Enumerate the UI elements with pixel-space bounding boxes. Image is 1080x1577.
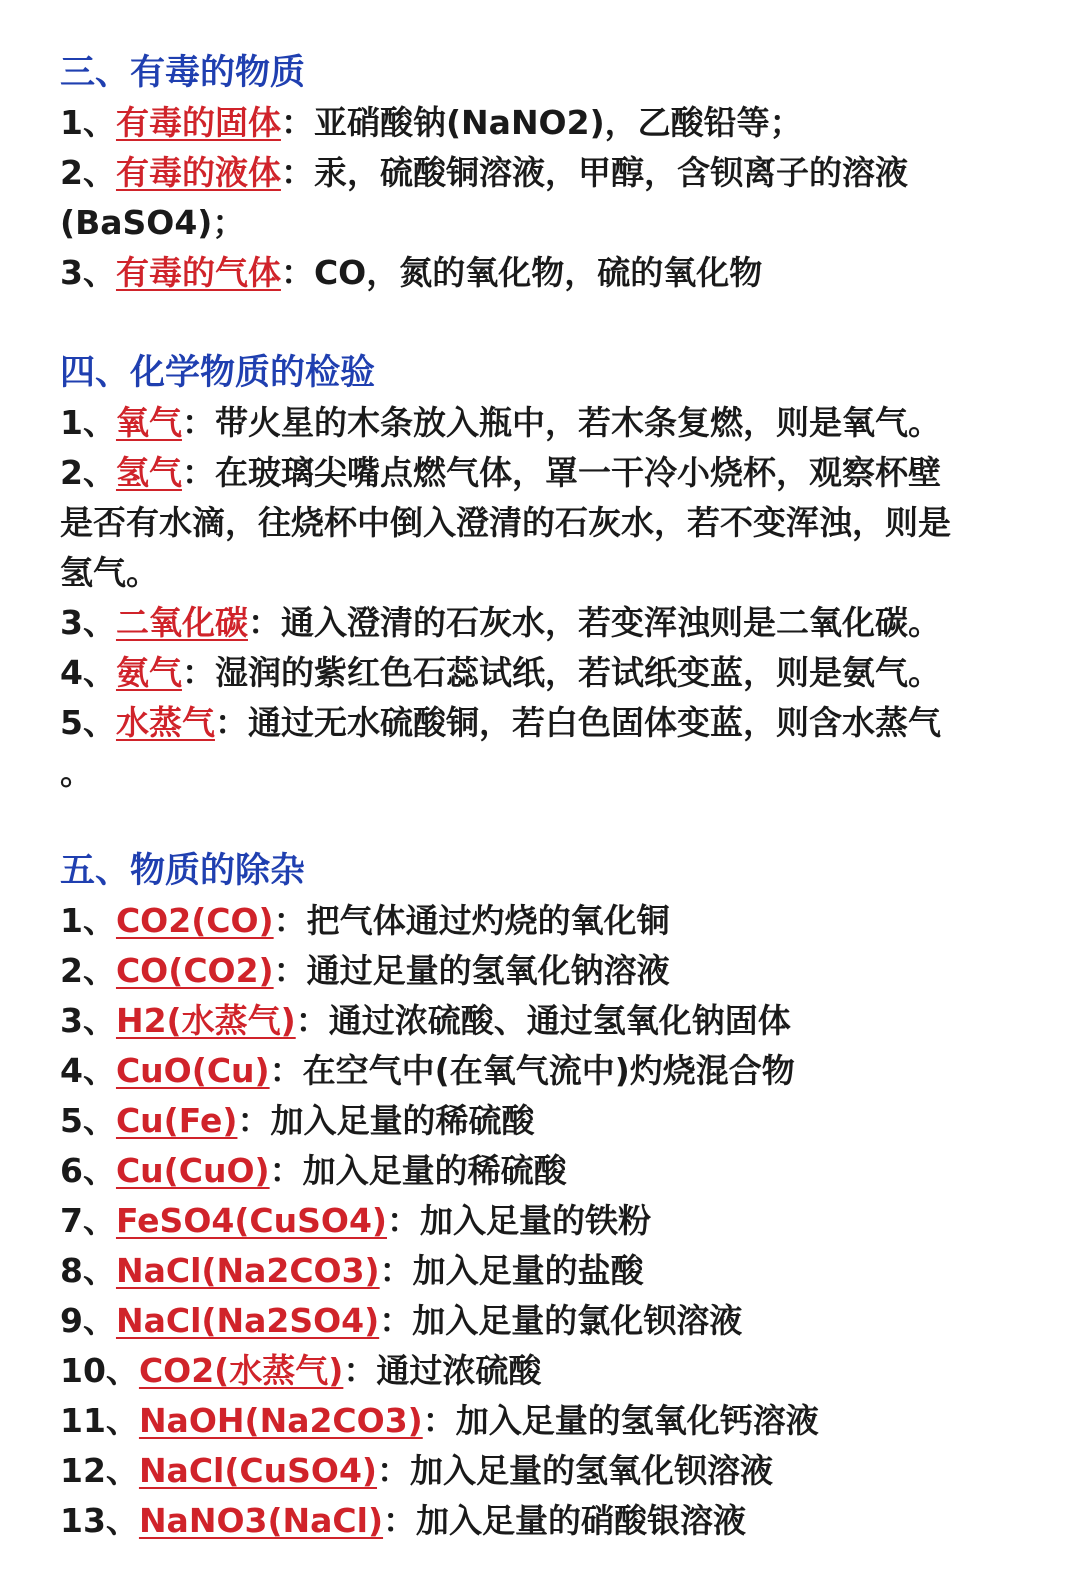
- item-separator: ：: [280, 253, 314, 292]
- list-item: [60, 1046, 1020, 1096]
- section-spacer: [60, 298, 1020, 348]
- item-keyword: 氨气: [115, 653, 182, 692]
- item-separator: ：: [379, 1251, 413, 1290]
- list-item: [60, 1396, 1020, 1446]
- item-text: 通过浓硫酸、通过氢氧化钠固体: [328, 1001, 791, 1040]
- list-item: [60, 98, 1020, 148]
- item-keyword: FeSO4(CuSO4): [115, 1201, 387, 1240]
- item-keyword: NaOH(Na2CO3): [138, 1401, 423, 1440]
- item-text-continued: 氢气。: [60, 553, 159, 592]
- item-keyword: 二氧化碳: [115, 603, 248, 642]
- item-text: 在空气中(在氧气流中)灼烧混合物: [302, 1051, 795, 1090]
- section-substance-testing: [60, 348, 1020, 798]
- item-keyword: 氢气: [115, 453, 182, 492]
- item-keyword: H2(水蒸气): [115, 1001, 296, 1040]
- item-number: 6、: [60, 1151, 116, 1190]
- item-separator: ：: [269, 1051, 303, 1090]
- item-separator: ：: [377, 1451, 411, 1490]
- item-number: 2、: [60, 453, 116, 492]
- item-separator: ：: [387, 1201, 420, 1240]
- item-text: 通过足量的氢氧化钠溶液: [306, 951, 670, 990]
- item-keyword: CO2(水蒸气): [138, 1351, 344, 1390]
- item-text-continued: 是否有水滴，往烧杯中倒入澄清的石灰水，若不变浑浊，则是: [60, 503, 951, 542]
- item-keyword: Cu(Fe): [115, 1101, 238, 1140]
- item-text: 加入足量的稀硫酸: [270, 1101, 535, 1140]
- item-keyword: 有毒的液体: [115, 153, 281, 192]
- item-number: 2、: [60, 153, 116, 192]
- item-number: 12、: [60, 1451, 139, 1490]
- item-separator: ：: [181, 653, 215, 692]
- item-separator: ：: [383, 1501, 417, 1540]
- item-separator: ：: [343, 1351, 377, 1390]
- list-item: [60, 248, 1020, 298]
- item-text-continued: 。: [60, 753, 93, 792]
- item-number: 9、: [60, 1301, 116, 1340]
- item-number: 3、: [60, 1001, 116, 1040]
- item-number: 2、: [60, 951, 116, 990]
- item-number: 1、: [60, 103, 116, 142]
- section-impurity-removal: [60, 846, 1020, 1546]
- item-text: 亚硝酸钠(NaNO2)，乙酸铅等；: [313, 103, 803, 142]
- item-text: 加入足量的铁粉: [420, 1201, 651, 1240]
- item-text: 通入澄清的石灰水，若变浑浊则是二氧化碳。: [280, 603, 941, 642]
- section-title: 四、化学物质的检验: [60, 353, 376, 393]
- item-separator: ：: [280, 103, 314, 142]
- item-keyword: 有毒的固体: [115, 103, 281, 142]
- item-text: CO，氮的氧化物，硫的氧化物: [313, 253, 763, 292]
- list-item: [60, 1346, 1020, 1396]
- list-item: [60, 1446, 1020, 1496]
- item-text: 把气体通过灼烧的氧化铜: [306, 901, 670, 940]
- item-number: 4、: [60, 653, 116, 692]
- list-item: [60, 996, 1020, 1046]
- item-separator: ：: [280, 153, 314, 192]
- list-item: [60, 1496, 1020, 1546]
- document-page: [60, 48, 1020, 1546]
- item-separator: ：: [181, 453, 215, 492]
- list-item: [60, 1296, 1020, 1346]
- item-text: 加入足量的氯化钡溶液: [412, 1301, 743, 1340]
- list-item: [60, 448, 1020, 498]
- item-text: 加入足量的硝酸银溶液: [416, 1501, 747, 1540]
- item-text: 加入足量的氢氧化钡溶液: [410, 1451, 774, 1490]
- item-number: 11、: [60, 1401, 139, 1440]
- item-separator: ：: [181, 403, 215, 442]
- item-separator: ：: [214, 703, 248, 742]
- list-item: [60, 698, 1020, 748]
- item-number: 10、: [60, 1351, 139, 1390]
- item-text: 通过浓硫酸: [376, 1351, 542, 1390]
- item-separator: ：: [273, 901, 307, 940]
- item-keyword: CO2(CO): [115, 901, 274, 940]
- list-item: [60, 648, 1020, 698]
- item-number: 3、: [60, 603, 116, 642]
- item-number: 13、: [60, 1501, 139, 1540]
- item-text: 在玻璃尖嘴点燃气体，罩一干冷小烧杯，观察杯壁: [214, 453, 941, 492]
- section-toxic-substances: [60, 48, 1020, 298]
- item-separator: ：: [237, 1101, 271, 1140]
- item-number: 8、: [60, 1251, 116, 1290]
- item-separator: ：: [295, 1001, 329, 1040]
- section-title: 三、有毒的物质: [60, 53, 306, 93]
- item-keyword: NaCl(CuSO4): [138, 1451, 378, 1490]
- item-keyword: NaNO3(NaCl): [138, 1501, 384, 1540]
- item-keyword: CuO(Cu): [115, 1051, 270, 1090]
- item-text: 带火星的木条放入瓶中，若木条复燃，则是氧气。: [214, 403, 941, 442]
- item-keyword: Cu(CuO): [115, 1151, 270, 1190]
- item-separator: ：: [422, 1401, 456, 1440]
- list-item: [60, 896, 1020, 946]
- item-separator: ：: [273, 951, 307, 990]
- item-keyword: 氧气: [115, 403, 182, 442]
- item-number: 5、: [60, 1101, 116, 1140]
- list-item: [60, 398, 1020, 448]
- list-item: [60, 1096, 1020, 1146]
- list-item: [60, 598, 1020, 648]
- list-item: [60, 1246, 1020, 1296]
- item-keyword: 水蒸气: [115, 703, 215, 742]
- item-text: 加入足量的盐酸: [412, 1251, 644, 1290]
- item-keyword: NaCl(Na2CO3): [115, 1251, 380, 1290]
- list-item: [60, 148, 1020, 198]
- item-number: 1、: [60, 901, 116, 940]
- item-text: 汞，硫酸铜溶液，甲醇，含钡离子的溶液: [313, 153, 908, 192]
- item-number: 1、: [60, 403, 116, 442]
- section-title: 五、物质的除杂: [60, 851, 306, 891]
- item-number: 5、: [60, 703, 116, 742]
- item-keyword: 有毒的气体: [115, 253, 281, 292]
- item-keyword: NaCl(Na2SO4): [115, 1301, 380, 1340]
- item-text: 通过无水硫酸铜，若白色固体变蓝，则含水蒸气: [247, 703, 941, 742]
- item-text: 湿润的紫红色石蕊试纸，若试纸变蓝，则是氨气。: [214, 653, 941, 692]
- list-item: [60, 946, 1020, 996]
- item-text: 加入足量的稀硫酸: [302, 1151, 567, 1190]
- item-separator: ：: [269, 1151, 303, 1190]
- item-text: 加入足量的氢氧化钙溶液: [455, 1401, 819, 1440]
- item-separator: ：: [379, 1301, 413, 1340]
- list-item: [60, 1196, 1020, 1246]
- item-text-continued: (BaSO4)；: [60, 203, 246, 242]
- item-separator: ：: [247, 603, 281, 642]
- item-number: 4、: [60, 1051, 116, 1090]
- item-number: 7、: [60, 1201, 116, 1240]
- section-spacer: [60, 798, 1020, 846]
- list-item: [60, 1146, 1020, 1196]
- item-number: 3、: [60, 253, 116, 292]
- item-keyword: CO(CO2): [115, 951, 274, 990]
